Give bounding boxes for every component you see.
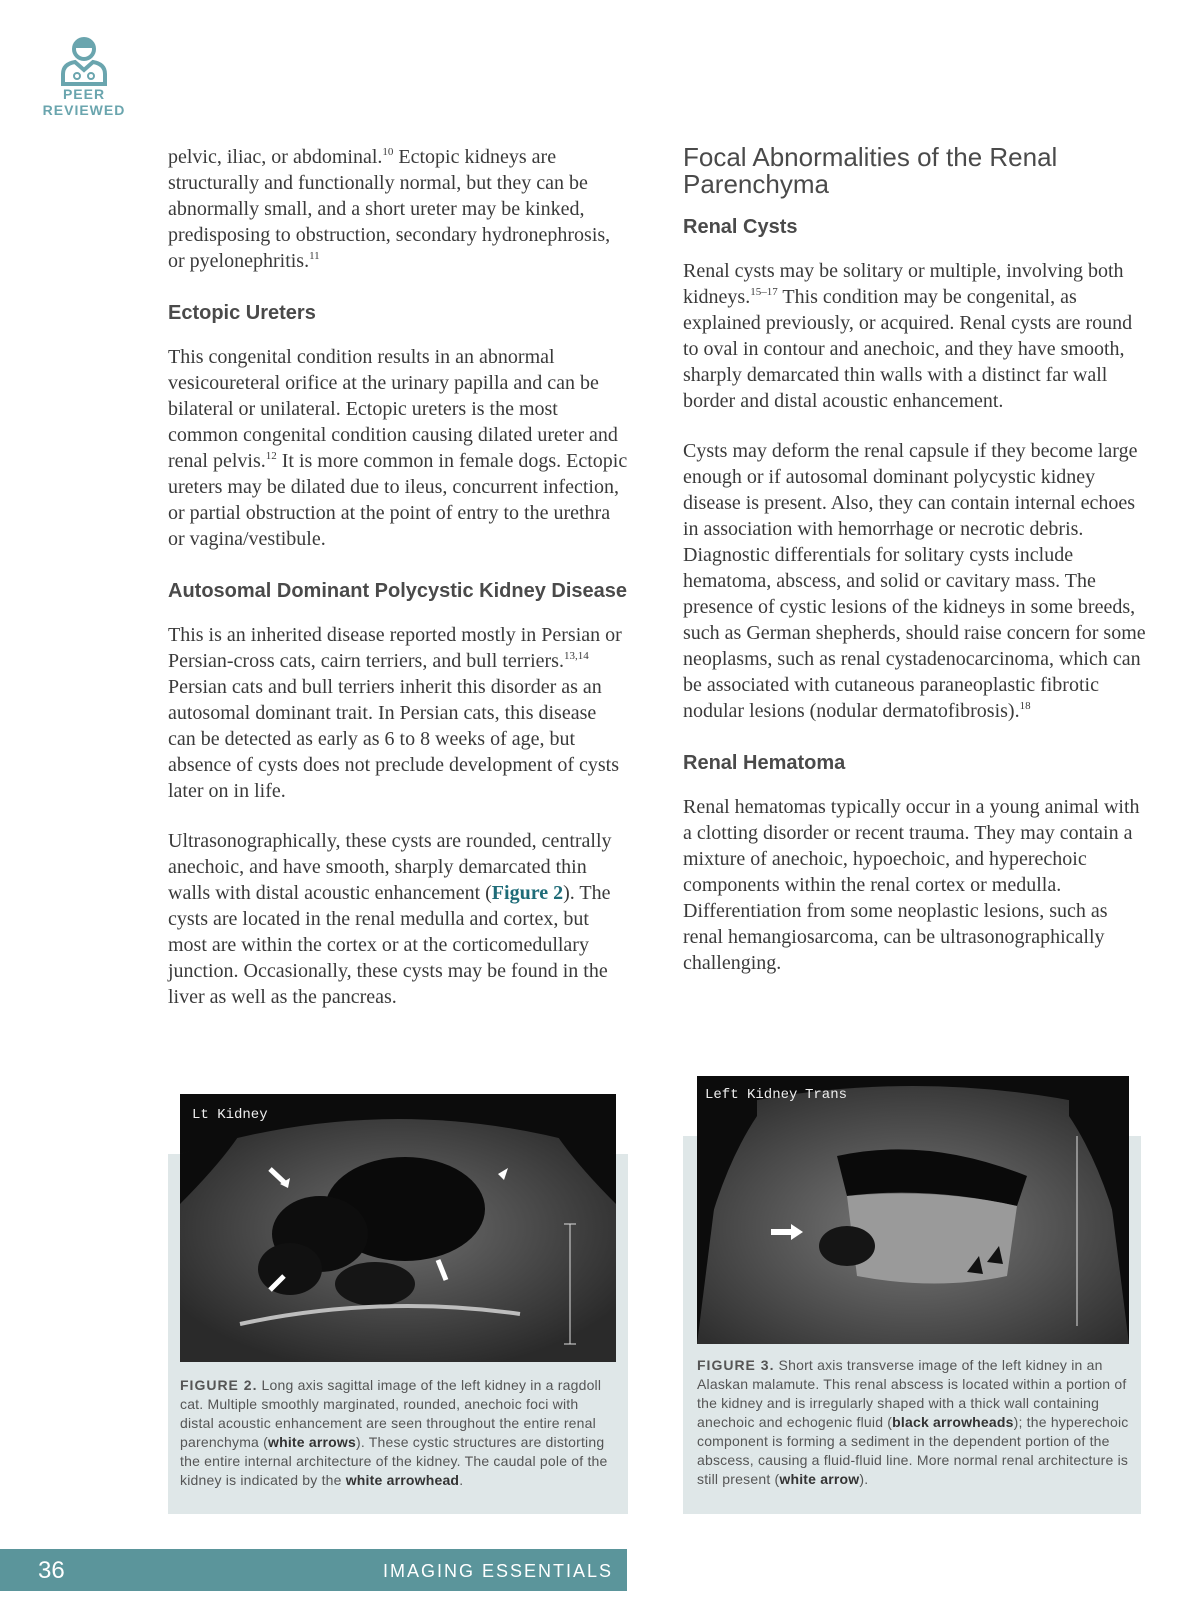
footer-bar [0, 1549, 627, 1591]
renal-hematoma-paragraph: Renal hematomas typically occur in a young animal with a clotting disorder or recent trauma. They may contain a mixture of anechoic, hypoechoic, and hyperechoic components within the renal cortex or medulla. Differentiation from some neoplastic lesions, such as renal hemangiosarcoma, can be ultrasonographically challenging. [683, 796, 1140, 974]
doctor-icon [59, 34, 109, 86]
page-number: 36 [38, 1557, 65, 1584]
figure-3-image-label-trans: Trans [805, 1087, 848, 1103]
figure-2-ultrasound-image [180, 1094, 616, 1362]
heading-focal-abnormalities: Focal Abnormalities of the Renal Parenchyma [683, 142, 1058, 199]
ectopic-ureters-paragraph: This congenital condition results in an abnormal vesicoureteral orifice at the urinary papilla and can be bilateral or unilateral. Ectopic ureters is the most common congenital condition causing dilated ureter and renal pelvis.$^{12}$ It is more common in female dogs. Ectopic ureters may be dilated due to ileus, concurrent infection, or partial obstruction at the point of entry to the urethra or vagina/vestibule. [168, 346, 628, 550]
heading-renal-cysts: Renal Cysts [683, 216, 798, 238]
intro-paragraph: pelvic, iliac, or abdominal.$^{10}$ Ectopic kidneys are structurally and functionally normal, but they can be abnormally small, and a short ureter may be kinked, predisposing to obstruction, secondary hydronephrosis, or pyelonephritis.$^{11}$ [168, 146, 611, 272]
adpkd-paragraph-1: This is an inherited disease reported mostly in Persian or Persian-cross cats, cairn terriers, and bull terriers.$^{13,14}$ Persian cats and bull terriers inherit this disorder as an autosomal dominant trait. In Persian cats, this disease can be detected as early as 6 to 8 weeks of age, but absence of cysts does not preclude development of cysts later on in life. [168, 624, 622, 802]
heading-adpkd: Autosomal Dominant Polycystic Kidney Disease [168, 580, 628, 602]
adpkd-paragraph-2: Ultrasonographically, these cysts are rounded, centrally anechoic, and have smooth, sharply demarcated thin walls with distal acoustic enhancement (Figure 2). The cysts are located in the renal medulla and cortex, but most are within the cortex or at the corticomedullary junction. Occasionally, these cysts may be found in the liver as well as the pancreas. [168, 830, 612, 1008]
heading-ectopic-ureters: Ectopic Ureters [168, 302, 316, 324]
figure-2-link[interactable]: Figure 2 [491, 882, 564, 904]
figure-3-image-label: Left Kidney [705, 1087, 798, 1103]
figure-3-ultrasound-image [697, 1076, 1129, 1344]
section-title: IMAGING ESSENTIALS [382, 1561, 613, 1581]
right-column [683, 144, 1148, 1000]
peer-label: PEER [62, 86, 106, 102]
renal-cysts-paragraph-1: Renal cysts may be solitary or multiple, involving both kidneys.$^{15-17}$ This condition may be congenital, as explained previously, or acquired. Renal cysts are round to oval in contour and anechoic, and they have smooth, sharply demarcated thin walls with a distinct far wall border and distal acoustic enhancement. [683, 260, 1133, 412]
left-column [168, 144, 628, 1034]
heading-renal-hematoma: Renal Hematoma [683, 752, 846, 774]
renal-cysts-paragraph-2: Cysts may deform the renal capsule if they become large enough or if autosomal dominant polycystic kidney disease is present. Also, they can contain internal echoes in association with hemorrhage or necrotic debris. Diagnostic differentials for solitary cysts include hematoma, abscess, and solid or cavitary mass. The presence of cystic lesions of the kidneys in some breeds, such as German shepherds, should raise concern for some neoplasms, such as renal cystadenocarcinoma, which can be associated with cutaneous paraneoplastic fibrotic nodular lesions (nodular dermatofibrosis).$^{18}$ [683, 440, 1146, 722]
reviewed-label: REVIEWED [42, 102, 126, 118]
figure-2-caption: FIGURE 2. Long axis sagittal image of the left kidney in a ragdoll cat. Multiple smoothly marginated, rounded, anechoic foci with distal acoustic enhancement are seen throughout the entire renal parenchyma (white arrows). These cystic structures are distorting the entire internal architecture of the kidney. The caudal pole of the kidney is indicated by the white arrowhead. [180, 1377, 608, 1488]
peer-reviewed-badge [36, 34, 132, 118]
figure-2-image-label: Lt Kidney [192, 1107, 268, 1123]
figure-3-caption: FIGURE 3. Short axis transverse image of the left kidney in an Alaskan malamute. This renal abscess is located within a portion of the kidney and is irregularly shaped with a thick wall containing anechoic and echogenic fluid (black arrowheads); the hyperechoic component is forming a sediment in the dependent portion of the abscess, causing a fluid-fluid line. More normal renal architecture is still present (white arrow). [697, 1357, 1129, 1487]
